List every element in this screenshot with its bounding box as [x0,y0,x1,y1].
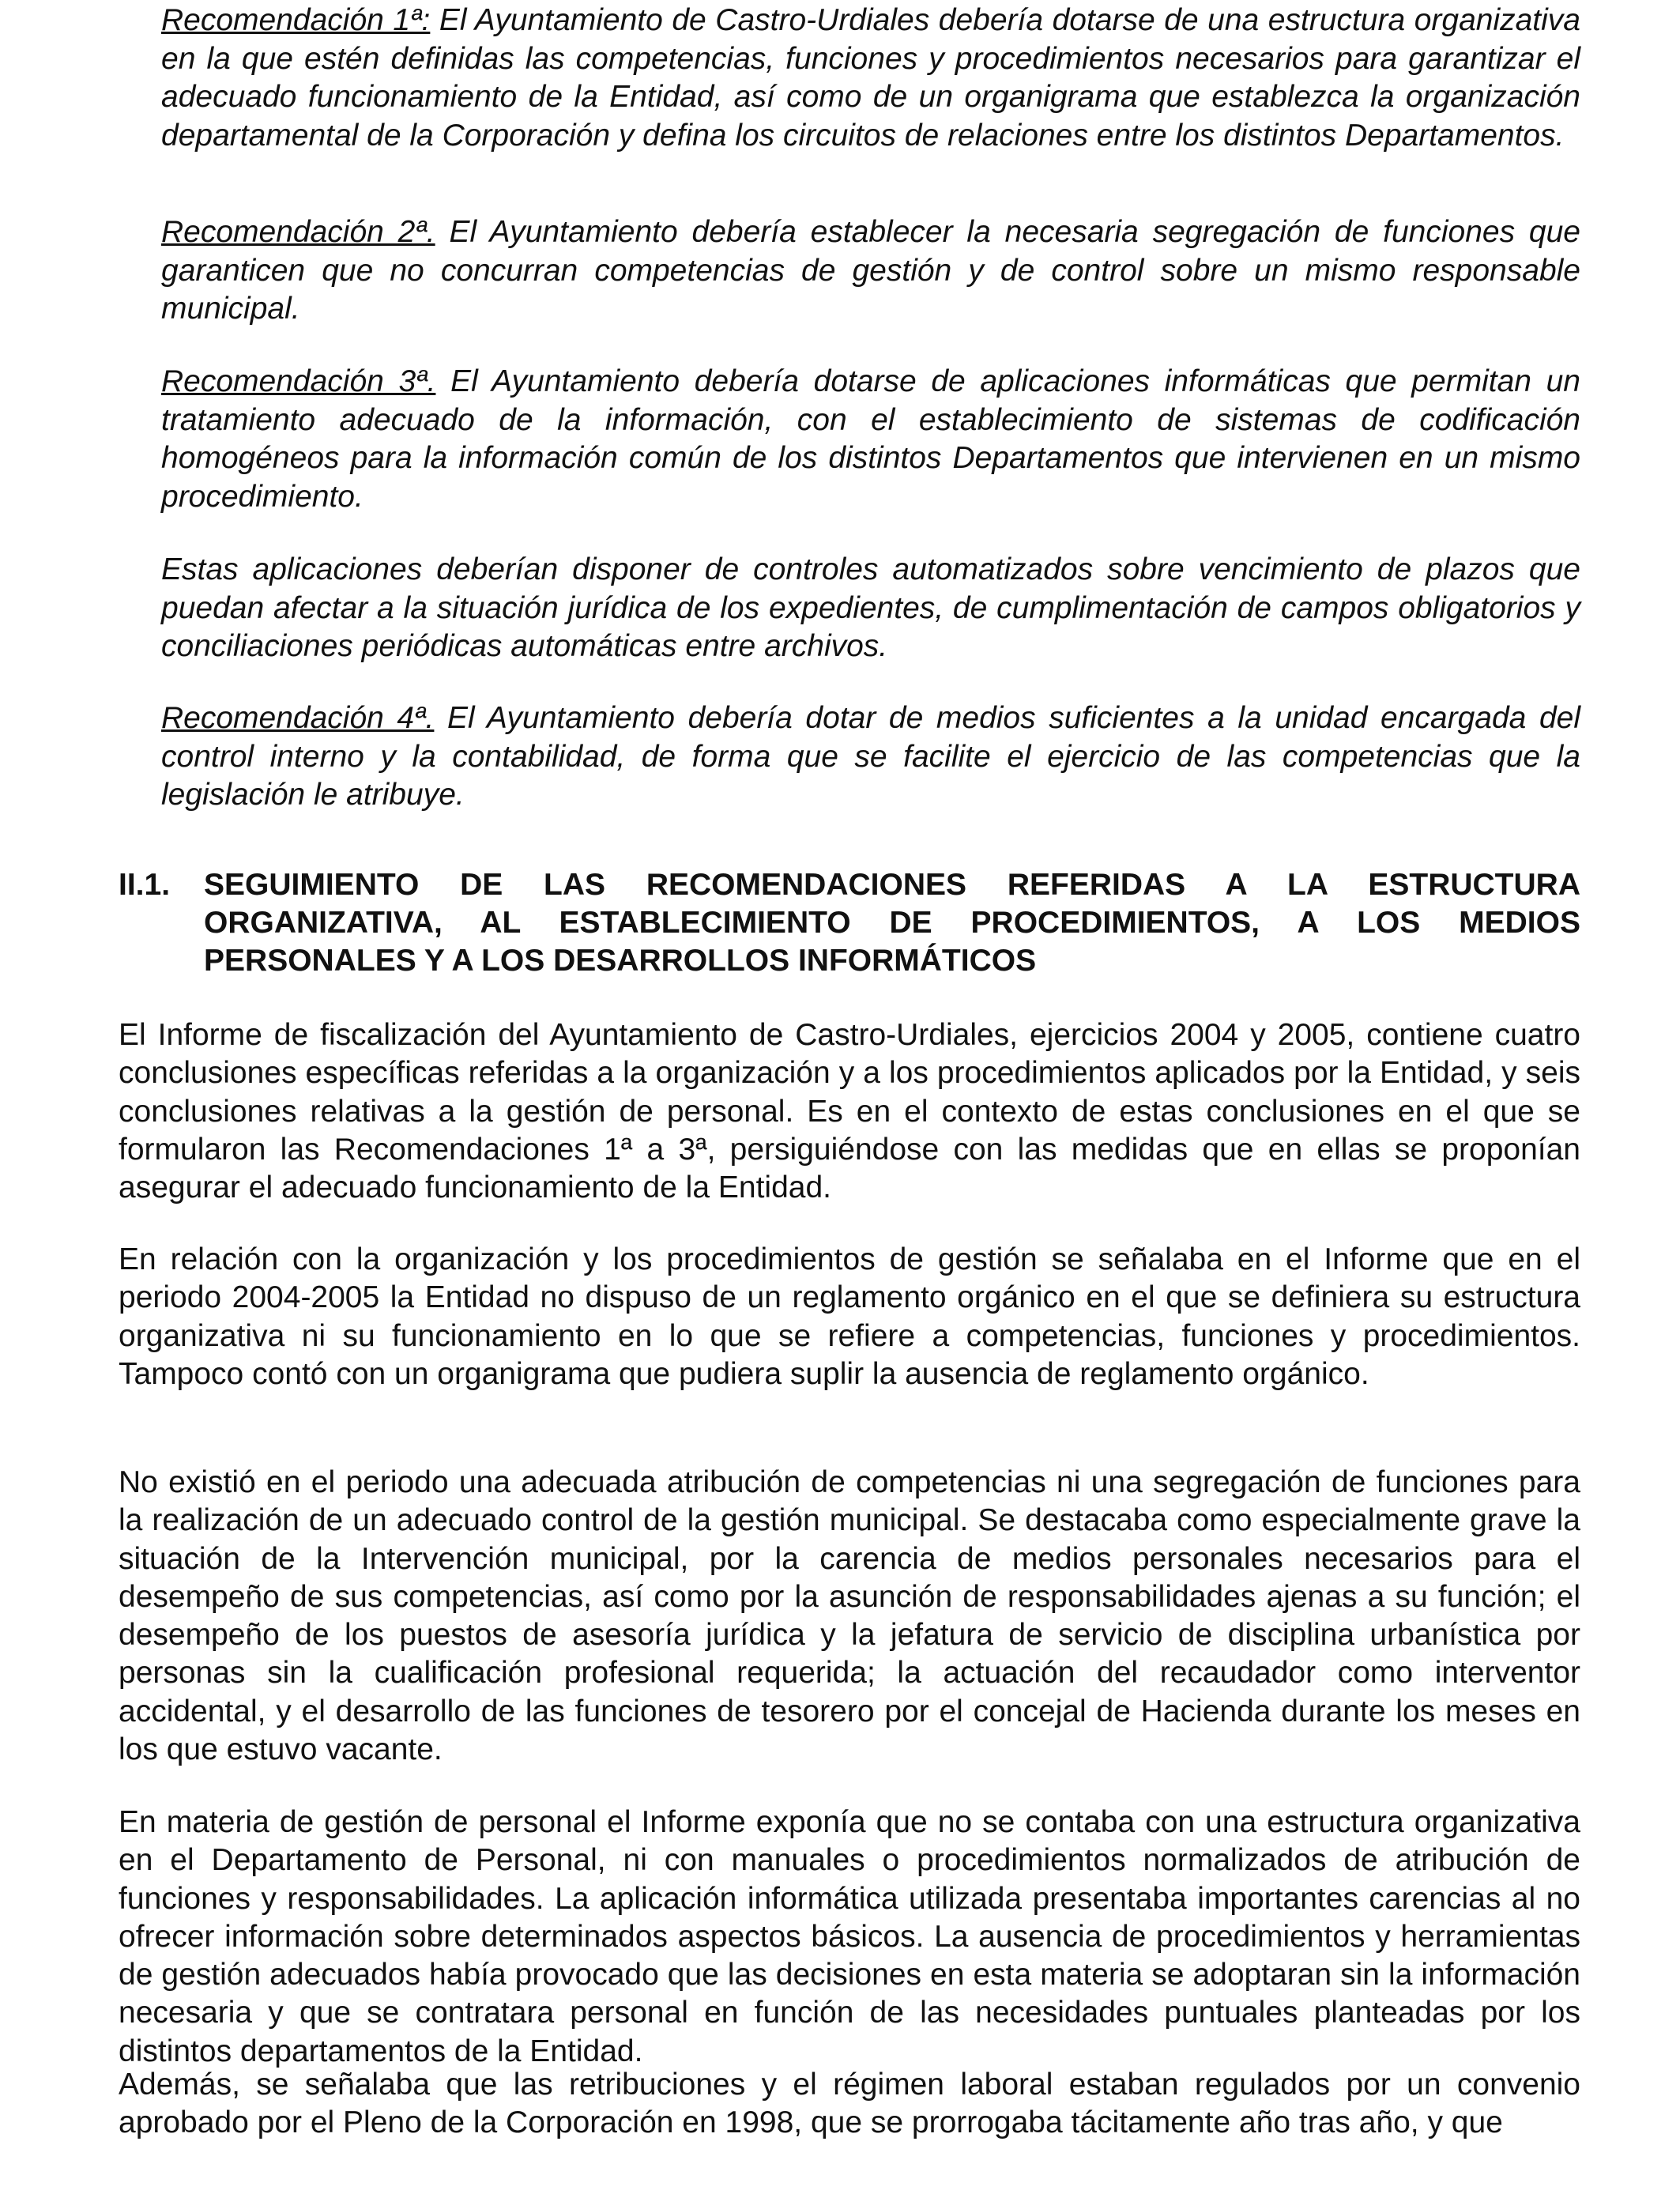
recommendation-1-label: Recomendación 1ª: [161,3,431,37]
recommendation-2-text: El Ayuntamiento debería establecer la necesaria segregación de funciones que garanticen que no concurran competencias de gestión y de control sobre un mismo responsable municipal. [161,215,1580,326]
paragraph-1: El Informe de fiscalización del Ayuntamiento de Castro-Urdiales, ejercicios 2004 y 2005, contiene cuatro conclusiones específicas referidas a la organización y a los procedimientos aplicados por la Entidad, y seis conclusiones relativas a la gestión de personal. Es en el contexto de estas conclusiones en el que se formularon las Recomendaciones 1ª a 3ª, persiguiéndose con las medidas que en ellas se proponían asegurar el adecuado funcionamiento de la Entidad. [119,1018,1580,1205]
recommendation-3 [161,363,1580,516]
recommendation-2 [161,213,1580,329]
recommendation-2-label: Recomendación 2ª. [161,215,435,249]
recommendation-1 [161,2,1580,155]
recommendation-3-continuation [161,551,1580,666]
recommendation-3-continuation-text: Estas aplicaciones deberían disponer de controles automatizados sobre vencimiento de plazos que puedan afectar a la situación jurídica de los expedientes, de cumplimentación de campos obligatorios y conciliaciones periódicas automáticas entre archivos. [161,552,1580,663]
recommendation-1-text: El Ayuntamiento de Castro-Urdiales debería dotarse de una estructura organizativa en la que estén definidas las competencias, funciones y procedimientos necesarios para garantizar el adecuado funcionamiento de la Entidad, así como de un organigrama que establezca la organización departamental de la Corporación y defina los circuitos de relaciones entre los distintos Departamentos. [161,3,1580,153]
paragraph-3: No existió en el periodo una adecuada atribución de competencias ni una segregación de funciones para la realización de un adecuado control de la gestión municipal. Se destacaba como especialmente grave la situación de la Intervención municipal, por la carencia de medios personales necesarios para el desempeño de sus competencias, así como por la asunción de responsabilidades ajenas a su función; el desempeño de los puestos de asesoría jurídica y la jefatura de servicio de disciplina urbanística por personas sin la cualificación profesional requerida; la actuación del recaudador como interventor accidental, y el desarrollo de las funciones de tesorero por el concejal de Hacienda durante los meses en los que estuvo vacante. [119,1465,1580,1767]
recommendation-3-text: El Ayuntamiento debería dotarse de aplicaciones informáticas que permitan un tratamiento adecuado de la información, con el establecimiento de sistemas de codificación homogéneos para la información común de los distintos Departamentos que intervienen en un mismo procedimiento. [161,364,1580,514]
paragraph-5: Además, se señalaba que las retribuciones y el régimen laboral estaban regulados por un convenio aprobado por el Pleno de la Corporación en 1998, que se prorrogaba tácitamente año tras año, y que [119,2068,1580,2140]
recommendation-4-text: El Ayuntamiento debería dotar de medios suficientes a la unidad encargada del control interno y la contabilidad, de forma que se facilite el ejercicio de las competencias que la legislación le atribuye. [161,701,1580,812]
recommendation-4-label: Recomendación 4ª. [161,701,435,735]
section-title: SEGUIMIENTO DE LAS RECOMENDACIONES REFERIDAS A LA ESTRUCTURA ORGANIZATIVA, AL ESTABLECIMIENTO DE PROCEDIMIENTOS, A LOS MEDIOS PERSONALES Y A LOS DESARROLLOS INFORMÁTICOS [204,868,1580,978]
section-number: II.1. [119,868,171,902]
recommendation-4 [161,699,1580,815]
paragraph-2: En relación con la organización y los procedimientos de gestión se señalaba en el Informe que en el periodo 2004-2005 la Entidad no dispuso de un reglamento orgánico en el que se definiera su estructura organizativa ni su funcionamiento en lo que se refiere a competencias, funciones y procedimientos. Tampoco contó con un organigrama que pudiera suplir la ausencia de reglamento orgánico. [119,1242,1580,1391]
recommendation-3-label: Recomendación 3ª. [161,364,436,398]
paragraph-4: En materia de gestión de personal el Informe exponía que no se contaba con una estructura organizativa en el Departamento de Personal, ni con manuales o procedimientos normalizados de atribución de funciones y responsabilidades. La aplicación informática utilizada presentaba importantes carencias al no ofrecer información sobre determinados aspectos básicos. La ausencia de procedimientos y herramientas de gestión adecuados había provocado que las decisiones en esta materia se adoptaran sin la información necesaria y que se contratara personal en función de las necesidades puntuales planteadas por los distintos departamentos de la Entidad. [119,1805,1580,2068]
section-heading [119,866,1580,980]
